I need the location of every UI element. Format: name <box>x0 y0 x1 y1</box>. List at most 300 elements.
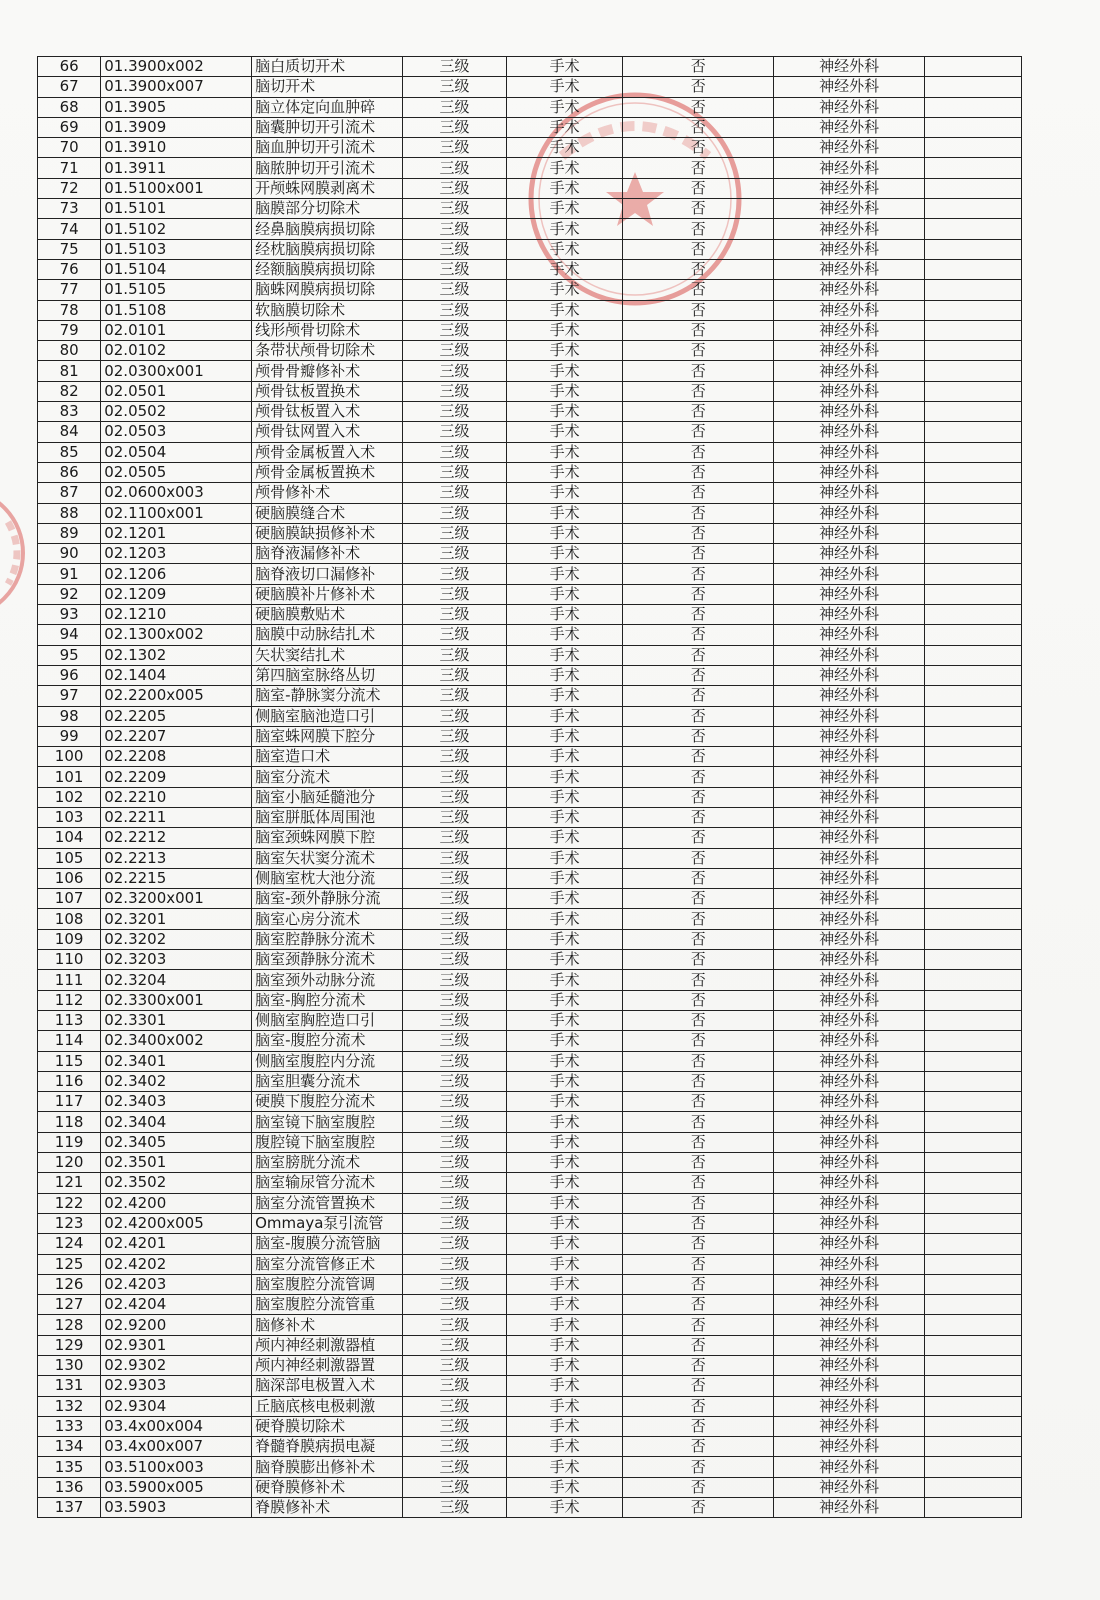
procedure-code-cell: 02.3400x002 <box>101 1031 252 1051</box>
table-row <box>38 1254 1022 1274</box>
table-row <box>38 1295 1022 1315</box>
empty-cell <box>925 564 1022 584</box>
row-number-cell: 113 <box>38 1010 101 1030</box>
restricted-flag-cell: 否 <box>623 523 774 543</box>
procedure-code-cell: 02.1203 <box>101 544 252 564</box>
empty-cell <box>925 219 1022 239</box>
procedure-name-cell: 脑室分流管置换术 <box>252 1193 403 1213</box>
department-cell: 神经外科 <box>774 726 925 746</box>
row-number-cell: 115 <box>38 1051 101 1071</box>
row-number-cell: 83 <box>38 402 101 422</box>
empty-cell <box>925 483 1022 503</box>
procedure-code-cell: 01.5102 <box>101 219 252 239</box>
restricted-flag-cell: 否 <box>623 909 774 929</box>
procedure-name-cell: 颅骨钛网置入术 <box>252 422 403 442</box>
table-row <box>38 381 1022 401</box>
row-number-cell: 75 <box>38 239 101 259</box>
procedure-name-cell: 脑室膀胱分流术 <box>252 1153 403 1173</box>
procedure-code-cell: 02.3300x001 <box>101 990 252 1010</box>
empty-cell <box>925 1356 1022 1376</box>
procedure-name-cell: 脑室心房分流术 <box>252 909 403 929</box>
surgery-grade-cell: 三级 <box>403 77 507 97</box>
surgery-grade-cell: 三级 <box>403 970 507 990</box>
procedure-code-cell: 02.3403 <box>101 1092 252 1112</box>
department-cell: 神经外科 <box>774 1416 925 1436</box>
procedure-type-cell: 手术 <box>507 706 623 726</box>
department-cell: 神经外科 <box>774 1092 925 1112</box>
procedure-code-cell: 01.3909 <box>101 117 252 137</box>
department-cell: 神经外科 <box>774 909 925 929</box>
surgery-grade-cell: 三级 <box>403 361 507 381</box>
procedure-name-cell: 脑室分流术 <box>252 767 403 787</box>
procedure-name-cell: 脑室-腹膜分流管脑 <box>252 1234 403 1254</box>
row-number-cell: 103 <box>38 807 101 827</box>
surgery-grade-cell: 三级 <box>403 929 507 949</box>
restricted-flag-cell: 否 <box>623 300 774 320</box>
procedure-type-cell: 手术 <box>507 77 623 97</box>
procedure-name-cell: 脑囊肿切开引流术 <box>252 117 403 137</box>
procedure-type-cell: 手术 <box>507 300 623 320</box>
restricted-flag-cell: 否 <box>623 1274 774 1294</box>
procedure-name-cell: 脑室颈蛛网膜下腔 <box>252 828 403 848</box>
restricted-flag-cell: 否 <box>623 807 774 827</box>
row-number-cell: 101 <box>38 767 101 787</box>
empty-cell <box>925 1234 1022 1254</box>
row-number-cell: 121 <box>38 1173 101 1193</box>
department-cell: 神经外科 <box>774 239 925 259</box>
row-number-cell: 112 <box>38 990 101 1010</box>
table-row <box>38 1457 1022 1477</box>
restricted-flag-cell: 否 <box>623 767 774 787</box>
row-number-cell: 69 <box>38 117 101 137</box>
procedure-type-cell: 手术 <box>507 1477 623 1497</box>
surgery-grade-cell: 三级 <box>403 1010 507 1030</box>
empty-cell <box>925 645 1022 665</box>
restricted-flag-cell: 否 <box>623 544 774 564</box>
surgery-grade-cell: 三级 <box>403 767 507 787</box>
department-cell: 神经外科 <box>774 1335 925 1355</box>
procedure-name-cell: 侧脑室胸腔造口引 <box>252 1010 403 1030</box>
procedure-name-cell: 颅内神经刺激器植 <box>252 1335 403 1355</box>
row-number-cell: 128 <box>38 1315 101 1335</box>
surgery-grade-cell: 三级 <box>403 239 507 259</box>
row-number-cell: 70 <box>38 138 101 158</box>
procedure-code-cell: 02.4202 <box>101 1254 252 1274</box>
surgery-grade-cell: 三级 <box>403 706 507 726</box>
row-number-cell: 118 <box>38 1112 101 1132</box>
empty-cell <box>925 462 1022 482</box>
table-row <box>38 219 1022 239</box>
empty-cell <box>925 1396 1022 1416</box>
department-cell: 神经外科 <box>774 848 925 868</box>
procedure-type-cell: 手术 <box>507 199 623 219</box>
row-number-cell: 89 <box>38 523 101 543</box>
procedure-code-cell: 02.1206 <box>101 564 252 584</box>
restricted-flag-cell: 否 <box>623 402 774 422</box>
procedure-name-cell: 线形颅骨切除术 <box>252 320 403 340</box>
empty-cell <box>925 402 1022 422</box>
department-cell: 神经外科 <box>774 544 925 564</box>
procedure-table-body <box>38 57 1022 1518</box>
procedure-type-cell: 手术 <box>507 523 623 543</box>
procedure-code-cell: 02.3404 <box>101 1112 252 1132</box>
procedure-name-cell: 脑室腹腔分流管调 <box>252 1274 403 1294</box>
department-cell: 神经外科 <box>774 828 925 848</box>
table-row <box>38 1437 1022 1457</box>
procedure-name-cell: 经枕脑膜病损切除 <box>252 239 403 259</box>
procedure-name-cell: 脑室蛛网膜下腔分 <box>252 726 403 746</box>
procedure-type-cell: 手术 <box>507 625 623 645</box>
procedure-type-cell: 手术 <box>507 1498 623 1518</box>
restricted-flag-cell: 否 <box>623 1315 774 1335</box>
procedure-type-cell: 手术 <box>507 868 623 888</box>
procedure-type-cell: 手术 <box>507 584 623 604</box>
empty-cell <box>925 320 1022 340</box>
procedure-code-cell: 02.3301 <box>101 1010 252 1030</box>
row-number-cell: 78 <box>38 300 101 320</box>
procedure-name-cell: 脑血肿切开引流术 <box>252 138 403 158</box>
row-number-cell: 94 <box>38 625 101 645</box>
row-number-cell: 137 <box>38 1498 101 1518</box>
department-cell: 神经外科 <box>774 57 925 77</box>
surgery-grade-cell: 三级 <box>403 341 507 361</box>
restricted-flag-cell: 否 <box>623 665 774 685</box>
table-row <box>38 1376 1022 1396</box>
procedure-code-cell: 02.2209 <box>101 767 252 787</box>
table-row <box>38 889 1022 909</box>
department-cell: 神经外科 <box>774 1396 925 1416</box>
surgery-grade-cell: 三级 <box>403 868 507 888</box>
restricted-flag-cell: 否 <box>623 990 774 1010</box>
empty-cell <box>925 706 1022 726</box>
procedure-name-cell: 脑脊液切口漏修补 <box>252 564 403 584</box>
row-number-cell: 129 <box>38 1335 101 1355</box>
procedure-type-cell: 手术 <box>507 909 623 929</box>
procedure-code-cell: 02.0501 <box>101 381 252 401</box>
table-row <box>38 848 1022 868</box>
procedure-name-cell: 脑室颈外动脉分流 <box>252 970 403 990</box>
department-cell: 神经外科 <box>774 199 925 219</box>
table-row <box>38 1335 1022 1355</box>
restricted-flag-cell: 否 <box>623 280 774 300</box>
table-row <box>38 138 1022 158</box>
restricted-flag-cell: 否 <box>623 929 774 949</box>
procedure-name-cell: 脊膜修补术 <box>252 1498 403 1518</box>
row-number-cell: 81 <box>38 361 101 381</box>
restricted-flag-cell: 否 <box>623 1153 774 1173</box>
procedure-type-cell: 手术 <box>507 828 623 848</box>
empty-cell <box>925 1132 1022 1152</box>
empty-cell <box>925 584 1022 604</box>
surgery-grade-cell: 三级 <box>403 564 507 584</box>
procedure-name-cell: 颅骨钛板置入术 <box>252 402 403 422</box>
procedure-type-cell: 手术 <box>507 97 623 117</box>
department-cell: 神经外科 <box>774 158 925 178</box>
procedure-type-cell: 手术 <box>507 929 623 949</box>
surgery-grade-cell: 三级 <box>403 57 507 77</box>
procedure-name-cell: 脑切开术 <box>252 77 403 97</box>
procedure-type-cell: 手术 <box>507 1193 623 1213</box>
row-number-cell: 87 <box>38 483 101 503</box>
empty-cell <box>925 807 1022 827</box>
table-row <box>38 178 1022 198</box>
empty-cell <box>925 57 1022 77</box>
procedure-code-cell: 02.1300x002 <box>101 625 252 645</box>
surgery-grade-cell: 三级 <box>403 97 507 117</box>
surgery-grade-cell: 三级 <box>403 584 507 604</box>
procedure-name-cell: 硬脑膜敷贴术 <box>252 605 403 625</box>
department-cell: 神经外科 <box>774 1356 925 1376</box>
empty-cell <box>925 158 1022 178</box>
restricted-flag-cell: 否 <box>623 1295 774 1315</box>
table-row <box>38 544 1022 564</box>
table-row <box>38 605 1022 625</box>
procedure-type-cell: 手术 <box>507 605 623 625</box>
procedure-code-cell: 02.1201 <box>101 523 252 543</box>
empty-cell <box>925 138 1022 158</box>
procedure-type-cell: 手术 <box>507 544 623 564</box>
department-cell: 神经外科 <box>774 138 925 158</box>
surgery-grade-cell: 三级 <box>403 523 507 543</box>
table-row <box>38 767 1022 787</box>
restricted-flag-cell: 否 <box>623 1356 774 1376</box>
surgery-grade-cell: 三级 <box>403 1132 507 1152</box>
procedure-type-cell: 手术 <box>507 1234 623 1254</box>
procedure-name-cell: 脑室胼胝体周围池 <box>252 807 403 827</box>
table-row <box>38 1356 1022 1376</box>
surgery-grade-cell: 三级 <box>403 442 507 462</box>
surgery-grade-cell: 三级 <box>403 1254 507 1274</box>
restricted-flag-cell: 否 <box>623 442 774 462</box>
table-row <box>38 1234 1022 1254</box>
row-number-cell: 110 <box>38 950 101 970</box>
table-row <box>38 1010 1022 1030</box>
empty-cell <box>925 929 1022 949</box>
restricted-flag-cell: 否 <box>623 1031 774 1051</box>
empty-cell <box>925 1315 1022 1335</box>
surgery-grade-cell: 三级 <box>403 848 507 868</box>
procedure-type-cell: 手术 <box>507 178 623 198</box>
procedure-code-cell: 02.2212 <box>101 828 252 848</box>
empty-cell <box>925 77 1022 97</box>
row-number-cell: 84 <box>38 422 101 442</box>
surgery-grade-cell: 三级 <box>403 219 507 239</box>
procedure-code-cell: 01.3900x002 <box>101 57 252 77</box>
procedure-type-cell: 手术 <box>507 1315 623 1335</box>
row-number-cell: 116 <box>38 1071 101 1091</box>
table-row <box>38 320 1022 340</box>
procedure-name-cell: Ommaya泵引流管 <box>252 1213 403 1233</box>
procedure-type-cell: 手术 <box>507 341 623 361</box>
empty-cell <box>925 686 1022 706</box>
empty-cell <box>925 178 1022 198</box>
row-number-cell: 134 <box>38 1437 101 1457</box>
restricted-flag-cell: 否 <box>623 889 774 909</box>
surgery-grade-cell: 三级 <box>403 1335 507 1355</box>
procedure-type-cell: 手术 <box>507 483 623 503</box>
restricted-flag-cell: 否 <box>623 1193 774 1213</box>
procedure-code-cell: 02.2215 <box>101 868 252 888</box>
department-cell: 神经外科 <box>774 422 925 442</box>
table-row <box>38 483 1022 503</box>
surgery-grade-cell: 三级 <box>403 1173 507 1193</box>
table-row <box>38 828 1022 848</box>
restricted-flag-cell: 否 <box>623 1132 774 1152</box>
procedure-type-cell: 手术 <box>507 787 623 807</box>
partial-seal-stamp <box>0 482 30 624</box>
table-row <box>38 686 1022 706</box>
restricted-flag-cell: 否 <box>623 828 774 848</box>
empty-cell <box>925 605 1022 625</box>
row-number-cell: 104 <box>38 828 101 848</box>
procedure-name-cell: 脑蛛网膜病损切除 <box>252 280 403 300</box>
row-number-cell: 114 <box>38 1031 101 1051</box>
surgery-grade-cell: 三级 <box>403 1376 507 1396</box>
department-cell: 神经外科 <box>774 402 925 422</box>
row-number-cell: 107 <box>38 889 101 909</box>
procedure-name-cell: 丘脑底核电极刺激 <box>252 1396 403 1416</box>
surgery-grade-cell: 三级 <box>403 381 507 401</box>
restricted-flag-cell: 否 <box>623 239 774 259</box>
procedure-type-cell: 手术 <box>507 747 623 767</box>
surgery-grade-cell: 三级 <box>403 1031 507 1051</box>
procedure-code-cell: 02.3502 <box>101 1173 252 1193</box>
procedure-code-cell: 02.3401 <box>101 1051 252 1071</box>
restricted-flag-cell: 否 <box>623 381 774 401</box>
empty-cell <box>925 259 1022 279</box>
procedure-code-cell: 02.4204 <box>101 1295 252 1315</box>
empty-cell <box>925 523 1022 543</box>
procedure-type-cell: 手术 <box>507 1051 623 1071</box>
empty-cell <box>925 1254 1022 1274</box>
table-row <box>38 564 1022 584</box>
procedure-name-cell: 脑白质切开术 <box>252 57 403 77</box>
restricted-flag-cell: 否 <box>623 1213 774 1233</box>
table-row <box>38 199 1022 219</box>
table-row <box>38 970 1022 990</box>
surgery-grade-cell: 三级 <box>403 259 507 279</box>
table-row <box>38 57 1022 77</box>
procedure-code-cell: 01.5101 <box>101 199 252 219</box>
procedure-name-cell: 软脑膜切除术 <box>252 300 403 320</box>
procedure-code-cell: 02.4201 <box>101 1234 252 1254</box>
row-number-cell: 127 <box>38 1295 101 1315</box>
procedure-code-cell: 02.3204 <box>101 970 252 990</box>
restricted-flag-cell: 否 <box>623 361 774 381</box>
table-row <box>38 1132 1022 1152</box>
department-cell: 神经外科 <box>774 1254 925 1274</box>
table-row <box>38 929 1022 949</box>
row-number-cell: 123 <box>38 1213 101 1233</box>
table-row <box>38 1071 1022 1091</box>
procedure-type-cell: 手术 <box>507 1295 623 1315</box>
surgery-grade-cell: 三级 <box>403 807 507 827</box>
procedure-name-cell: 侧脑室脑池造口引 <box>252 706 403 726</box>
row-number-cell: 72 <box>38 178 101 198</box>
procedure-type-cell: 手术 <box>507 280 623 300</box>
empty-cell <box>925 1457 1022 1477</box>
procedure-name-cell: 脑膜中动脉结扎术 <box>252 625 403 645</box>
procedure-name-cell: 脑室腹腔分流管重 <box>252 1295 403 1315</box>
department-cell: 神经外科 <box>774 645 925 665</box>
empty-cell <box>925 1498 1022 1518</box>
empty-cell <box>925 747 1022 767</box>
restricted-flag-cell: 否 <box>623 422 774 442</box>
procedure-type-cell: 手术 <box>507 1356 623 1376</box>
surgery-grade-cell: 三级 <box>403 1356 507 1376</box>
row-number-cell: 119 <box>38 1132 101 1152</box>
row-number-cell: 68 <box>38 97 101 117</box>
empty-cell <box>925 422 1022 442</box>
restricted-flag-cell: 否 <box>623 57 774 77</box>
procedure-type-cell: 手术 <box>507 665 623 685</box>
row-number-cell: 102 <box>38 787 101 807</box>
procedure-code-cell: 02.2208 <box>101 747 252 767</box>
empty-cell <box>925 199 1022 219</box>
procedure-code-cell: 03.5903 <box>101 1498 252 1518</box>
row-number-cell: 96 <box>38 665 101 685</box>
surgery-grade-cell: 三级 <box>403 726 507 746</box>
department-cell: 神经外科 <box>774 1437 925 1457</box>
procedure-name-cell: 脑室输尿管分流术 <box>252 1173 403 1193</box>
department-cell: 神经外科 <box>774 990 925 1010</box>
empty-cell <box>925 625 1022 645</box>
surgery-grade-cell: 三级 <box>403 1498 507 1518</box>
empty-cell <box>925 341 1022 361</box>
procedure-type-cell: 手术 <box>507 381 623 401</box>
department-cell: 神经外科 <box>774 787 925 807</box>
department-cell: 神经外科 <box>774 970 925 990</box>
row-number-cell: 99 <box>38 726 101 746</box>
surgery-grade-cell: 三级 <box>403 1457 507 1477</box>
table-row <box>38 1274 1022 1294</box>
row-number-cell: 91 <box>38 564 101 584</box>
restricted-flag-cell: 否 <box>623 158 774 178</box>
surgery-grade-cell: 三级 <box>403 665 507 685</box>
surgery-grade-cell: 三级 <box>403 990 507 1010</box>
procedure-type-cell: 手术 <box>507 158 623 178</box>
row-number-cell: 105 <box>38 848 101 868</box>
restricted-flag-cell: 否 <box>623 1416 774 1436</box>
surgery-grade-cell: 三级 <box>403 1274 507 1294</box>
row-number-cell: 106 <box>38 868 101 888</box>
procedure-type-cell: 手术 <box>507 767 623 787</box>
row-number-cell: 133 <box>38 1416 101 1436</box>
surgery-grade-cell: 三级 <box>403 605 507 625</box>
surgery-grade-cell: 三级 <box>403 280 507 300</box>
row-number-cell: 97 <box>38 686 101 706</box>
procedure-code-cell: 01.3911 <box>101 158 252 178</box>
table-row <box>38 1416 1022 1436</box>
department-cell: 神经外科 <box>774 1173 925 1193</box>
department-cell: 神经外科 <box>774 1295 925 1315</box>
procedure-code-cell: 02.3200x001 <box>101 889 252 909</box>
empty-cell <box>925 361 1022 381</box>
procedure-type-cell: 手术 <box>507 1437 623 1457</box>
table-row <box>38 422 1022 442</box>
row-number-cell: 132 <box>38 1396 101 1416</box>
procedure-type-cell: 手术 <box>507 1153 623 1173</box>
procedure-code-cell: 03.4x00x007 <box>101 1437 252 1457</box>
procedure-type-cell: 手术 <box>507 1031 623 1051</box>
procedure-type-cell: 手术 <box>507 402 623 422</box>
surgery-grade-cell: 三级 <box>403 1437 507 1457</box>
empty-cell <box>925 503 1022 523</box>
table-row <box>38 1315 1022 1335</box>
procedure-type-cell: 手术 <box>507 970 623 990</box>
restricted-flag-cell: 否 <box>623 341 774 361</box>
surgery-grade-cell: 三级 <box>403 889 507 909</box>
